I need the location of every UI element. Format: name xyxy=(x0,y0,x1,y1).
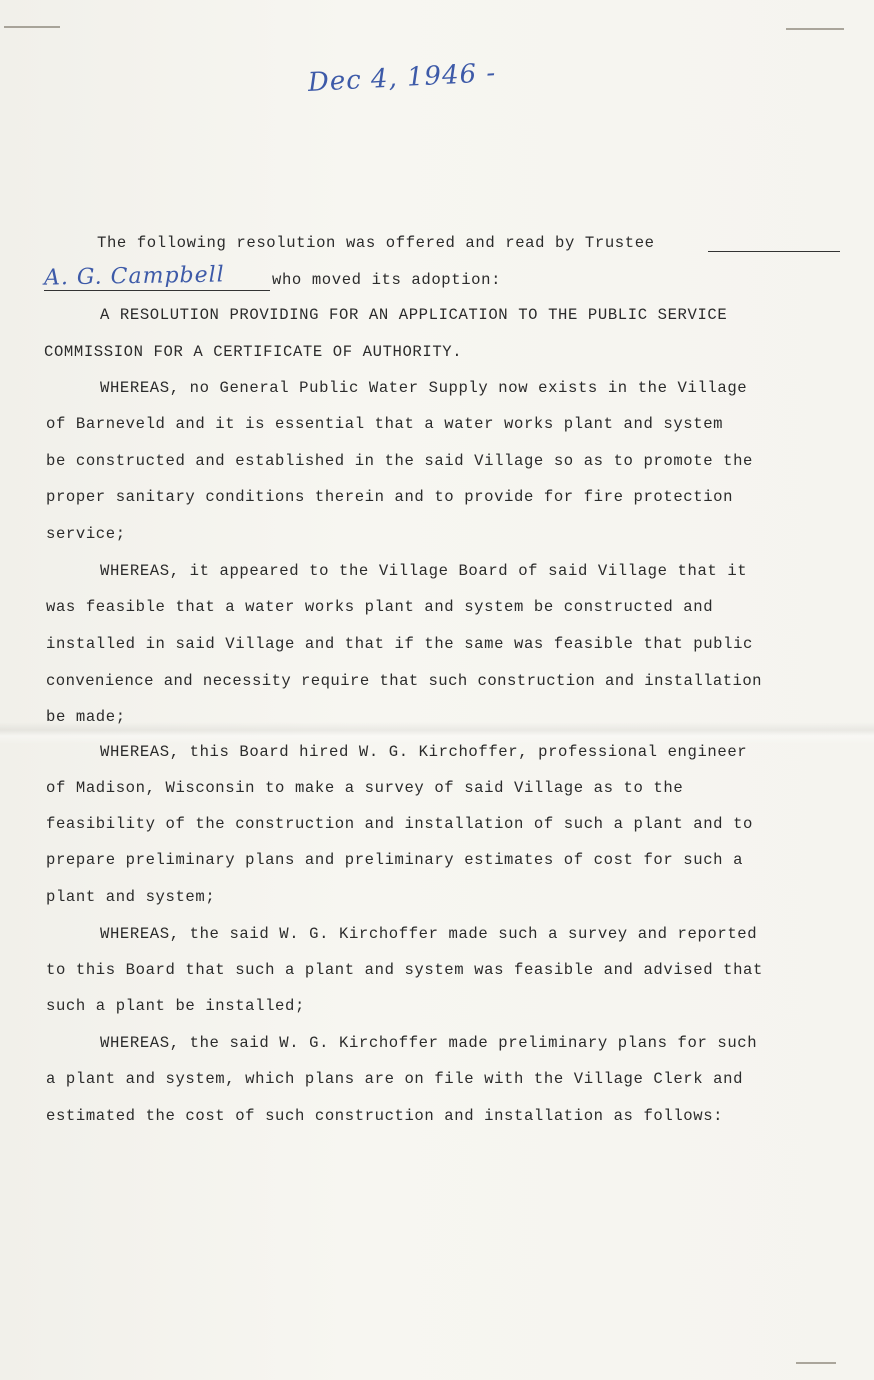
bottom-right-edge-mark xyxy=(796,1362,836,1364)
text-line: WHEREAS, this Board hired W. G. Kirchoffer, professional engineer xyxy=(100,743,748,761)
text-line: prepare preliminary plans and preliminary estimates of cost for such a xyxy=(46,851,744,869)
text-line: estimated the cost of such construction and installation as follows: xyxy=(46,1107,724,1125)
text-line: WHEREAS, the said W. G. Kirchoffer made such a survey and reported xyxy=(100,925,758,943)
name-blank-line xyxy=(44,290,270,291)
text-line: who moved its adoption: xyxy=(272,271,502,289)
text-line: plant and system; xyxy=(46,888,216,906)
text-line: a plant and system, which plans are on file with the Village Clerk and xyxy=(46,1070,744,1088)
top-left-edge-mark xyxy=(4,26,60,28)
resolution-heading-line: COMMISSION FOR A CERTIFICATE OF AUTHORITY. xyxy=(44,343,463,361)
text-line: proper sanitary conditions therein and to provide for fire protection xyxy=(46,488,734,506)
text-line: installed in said Village and that if the same was feasible that public xyxy=(46,635,754,653)
text-line: was feasible that a water works plant and system be constructed and xyxy=(46,598,714,616)
text-line: such a plant be installed; xyxy=(46,997,305,1015)
text-line: service; xyxy=(46,525,126,543)
top-right-edge-mark xyxy=(786,28,844,30)
text-line: of Barneveld and it is essential that a water works plant and system xyxy=(46,415,724,433)
text-line: convenience and necessity require that such construction and installation xyxy=(46,672,762,690)
text-line: to this Board that such a plant and system was feasible and advised that xyxy=(46,961,763,979)
text-line: be made; xyxy=(46,708,126,726)
text-line: feasibility of the construction and installation of such a plant and to xyxy=(46,815,754,833)
trustee-blank-line xyxy=(708,251,840,252)
text-line: WHEREAS, the said W. G. Kirchoffer made preliminary plans for such xyxy=(100,1034,758,1052)
text-line: WHEREAS, no General Public Water Supply now exists in the Village xyxy=(100,379,748,397)
resolution-heading-line: A RESOLUTION PROVIDING FOR AN APPLICATION TO THE PUBLIC SERVICE xyxy=(100,306,728,324)
text-line: of Madison, Wisconsin to make a survey of said Village as to the xyxy=(46,779,684,797)
handwritten-trustee-name: A. G. Campbell xyxy=(43,262,225,291)
text-line: WHEREAS, it appeared to the Village Board of said Village that it xyxy=(100,562,748,580)
text-line: be constructed and established in the said Village so as to promote the xyxy=(46,452,754,470)
text-line: The following resolution was offered and read by Trustee xyxy=(97,234,655,252)
handwritten-date: Dec 4, 1946 - xyxy=(307,58,497,98)
